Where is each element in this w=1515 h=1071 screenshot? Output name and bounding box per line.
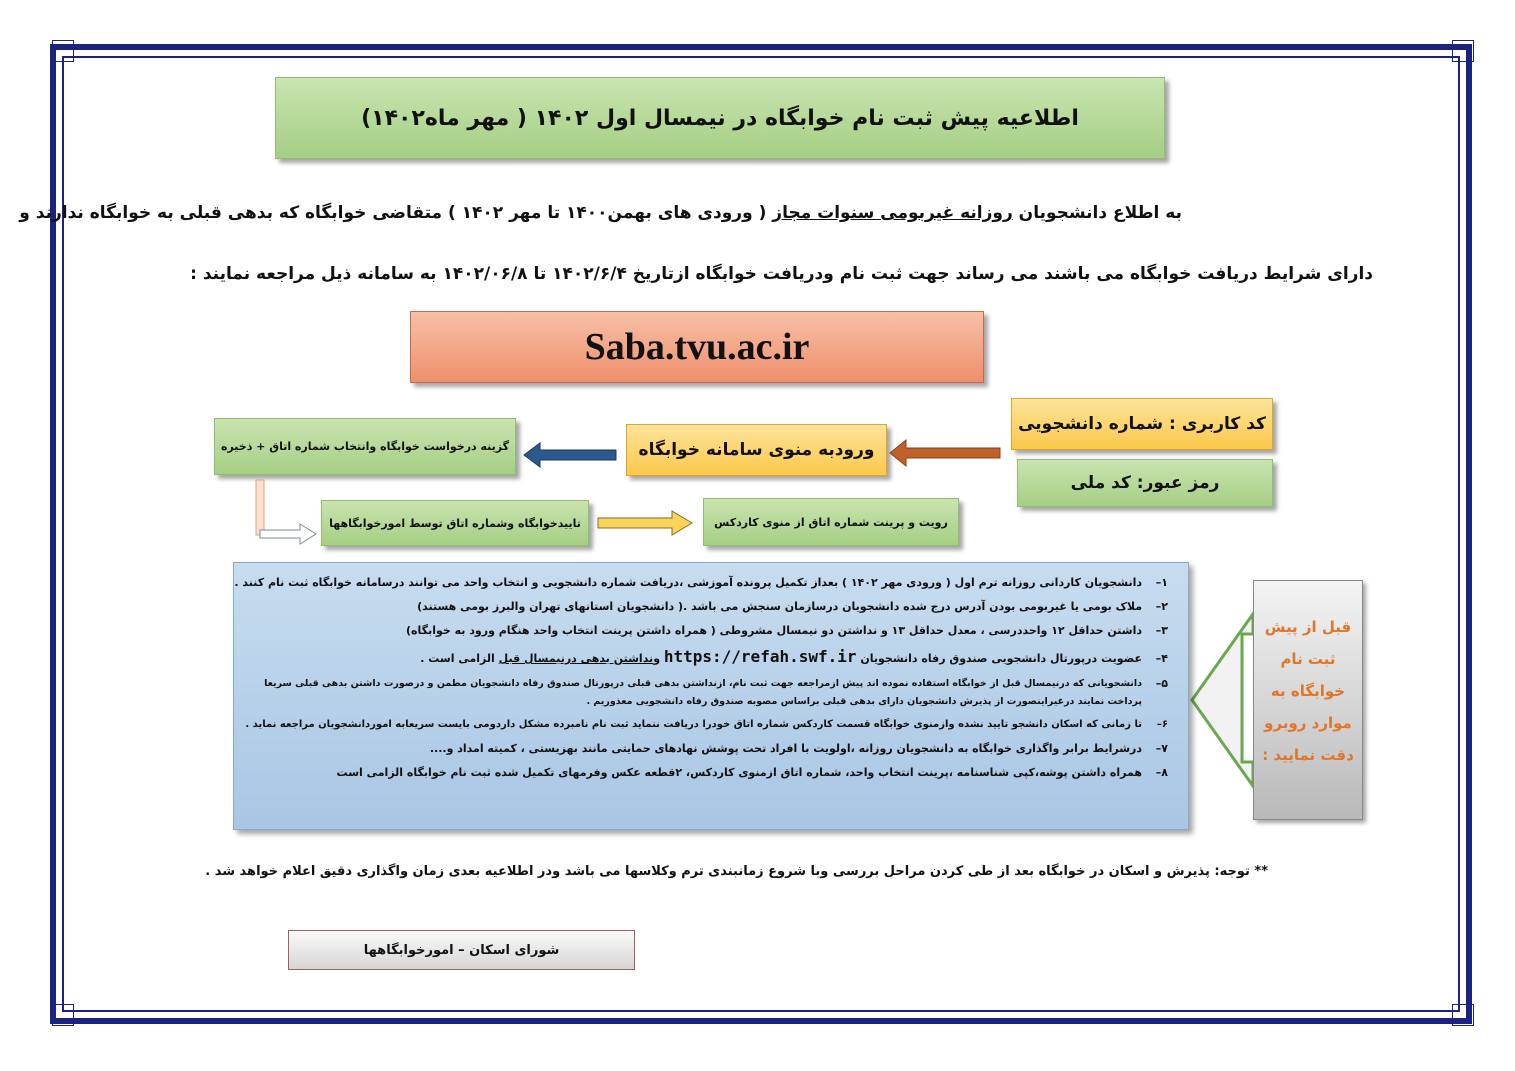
arrow-left-icon — [890, 440, 1000, 466]
side-note-line: قبل از پیش — [1264, 618, 1352, 636]
item-text: همراه داشتن پوشه،کپی شناسنامه ،پرینت انتخاب واحد، شماره اتاق ازمنوی کاردکس، ۲قطعه عکس وفرمهای تکمیل شده ثبت نام خوابگاه الزامی است — [336, 766, 1142, 779]
arrow-right-icon — [598, 511, 692, 535]
list-item — [248, 595, 1168, 619]
connector-line-icon — [256, 480, 264, 535]
side-note-line: خوابگاه به — [1270, 682, 1346, 700]
list-item — [248, 619, 1168, 643]
conditions-list — [233, 562, 1189, 830]
list-item — [245, 713, 1168, 737]
list-item — [248, 643, 1168, 673]
item-text: و — [653, 652, 664, 665]
username-box: کد کاربری : شماره دانشجویی — [1011, 398, 1273, 450]
item-text: دانشجویان کاردانی روزانه ترم اول ( ورودی مهر ۱۴۰۲ ) بعداز تکمیل پرونده آموزشی ،دریافت شماره دانشجویی و انتخاب واحد می توانند درسامانه خوابگاه ثبت نام کنند . — [234, 576, 1142, 589]
item-number: ۷– — [1155, 742, 1168, 755]
view-print-box: رویت و پرینت شماره اتاق از منوی کاردکس — [703, 498, 959, 546]
announcement-title: اطلاعیه پیش ثبت نام خوابگاه در نیمسال اول ۱۴۰۲ ( مهر ماه۱۴۰۲) — [275, 77, 1165, 159]
side-note — [1253, 580, 1363, 820]
enter-menu-box: ورودبه منوی سامانه خوابگاه — [626, 424, 887, 476]
footer-note: ** توجه: پذیرش و اسکان در خوابگاه بعد از طی کردن مراحل بررسی وبا شروع زمانبندی ترم وکلاسها می باشد ودر اطلاعیه بعدی زمان واگذاری دقیق اعلام خواهد شد . — [205, 864, 1268, 879]
arrow-left-icon — [524, 443, 616, 467]
arrow-right-icon — [260, 524, 316, 544]
approve-box: تاییدخوابگاه وشماره اتاق توسط امورخوابگاهها — [321, 500, 589, 546]
list-item — [248, 761, 1168, 785]
intro-text: ( ورودی های بهمن۱۴۰۰ تا مهر ۱۴۰۲ ) متقاضی خوابگاه که بدهی قبلی به خوابگاه ندارند و — [19, 203, 773, 223]
item-text: ملاک بومی یا غیربومی بودن آدرس درج شده دانشجویان درسازمان سنجش می باشد .( دانشجویان استانهای تهران والبرز بومی هستند) — [417, 600, 1142, 613]
list-item — [248, 675, 1168, 711]
item-text: درشرایط برابر واگذاری خوابگاه به دانشجویان روزانه ،اولویت با افراد تحت پوشش نهادهای حمایتی مانند بهزیستی ، کمیته امداد و.... — [429, 742, 1142, 755]
signature-box: شورای اسکان – امورخوابگاهها — [288, 930, 635, 970]
password-box: رمز عبور: کد ملی — [1017, 459, 1273, 507]
side-note-line: دقت نمایید : — [1262, 746, 1354, 764]
request-option-box: گزینه درخواست خوابگاه وانتخاب شماره اتاق + ذخیره — [214, 418, 516, 475]
item-text: الزامی است . — [420, 652, 499, 665]
intro-line-2: دارای شرایط دریافت خوابگاه می باشند می رساند جهت ثبت نام ودریافت خوابگاه ازتاریخ ۱۴۰۲/۶/۴ تا ۱۴۰۲/۰۶/۸ به سامانه ذیل مراجعه نمایند : — [190, 264, 1373, 284]
list-item — [248, 737, 1168, 761]
intro-text: به اطلاع دانشجویان — [1012, 203, 1182, 223]
side-note-line: موارد روبرو — [1264, 714, 1352, 732]
item-number: ۳– — [1155, 624, 1168, 637]
item-number: ۴– — [1155, 652, 1168, 665]
intro-highlight: روزانه غیربومی سنوات مجاز — [772, 203, 1013, 223]
item-number: ۸– — [1155, 766, 1168, 779]
item-text: عضویت درپورتال دانشجویی صندوق رفاه دانشجویان — [856, 652, 1142, 665]
callout-arrow-icon — [1192, 614, 1253, 786]
item-text: داشتن حداقل ۱۲ واحددرسی ، معدل حداقل ۱۳ و نداشتن دو نیمسال مشروطی ( همراه داشتن پرینت انتخاب واحد هنگام ورود به خوابگاه) — [406, 624, 1142, 637]
item-number: ۵– — [1155, 677, 1168, 690]
item-text: تا زمانی که اسکان دانشجو تایید نشده وازمنوی خوابگاه قسمت کاردکس شماره اتاق خودرا دریافت ننماید ثبت نام نامبرده مشکل داردومی بایست سریعابه اموردانشجویان مراجعه نماید . — [245, 719, 1142, 730]
item-number: ۲– — [1155, 600, 1168, 613]
item-number: ۶– — [1156, 719, 1168, 730]
item-number: ۱– — [1155, 576, 1168, 589]
refah-link[interactable]: https://refah.swf.ir — [663, 647, 857, 666]
list-item — [234, 571, 1168, 595]
item-text: دانشجویانی که درنیمسال قبل از خوابگاه استفاده نموده اند پیش ازمراجعه جهت ثبت نام، ازنداشتن بدهی قبلی درپورتال صندوق رفاه دانشجویان مطمن و درصورت داشتن بدهی قبلی سریعا پرداخت نمایند درغیراینصورت از پذیرش دانشجویان دارای بدهی قبلی براساس مصوبه صندوق رفاه دانشجویی معذوریم . — [264, 678, 1142, 707]
portal-url-box[interactable]: Saba.tvu.ac.ir — [410, 311, 984, 383]
item-text: نداشتن بدهی درنیمسال قبل — [498, 652, 654, 665]
side-note-line: ثبت نام — [1280, 650, 1336, 668]
